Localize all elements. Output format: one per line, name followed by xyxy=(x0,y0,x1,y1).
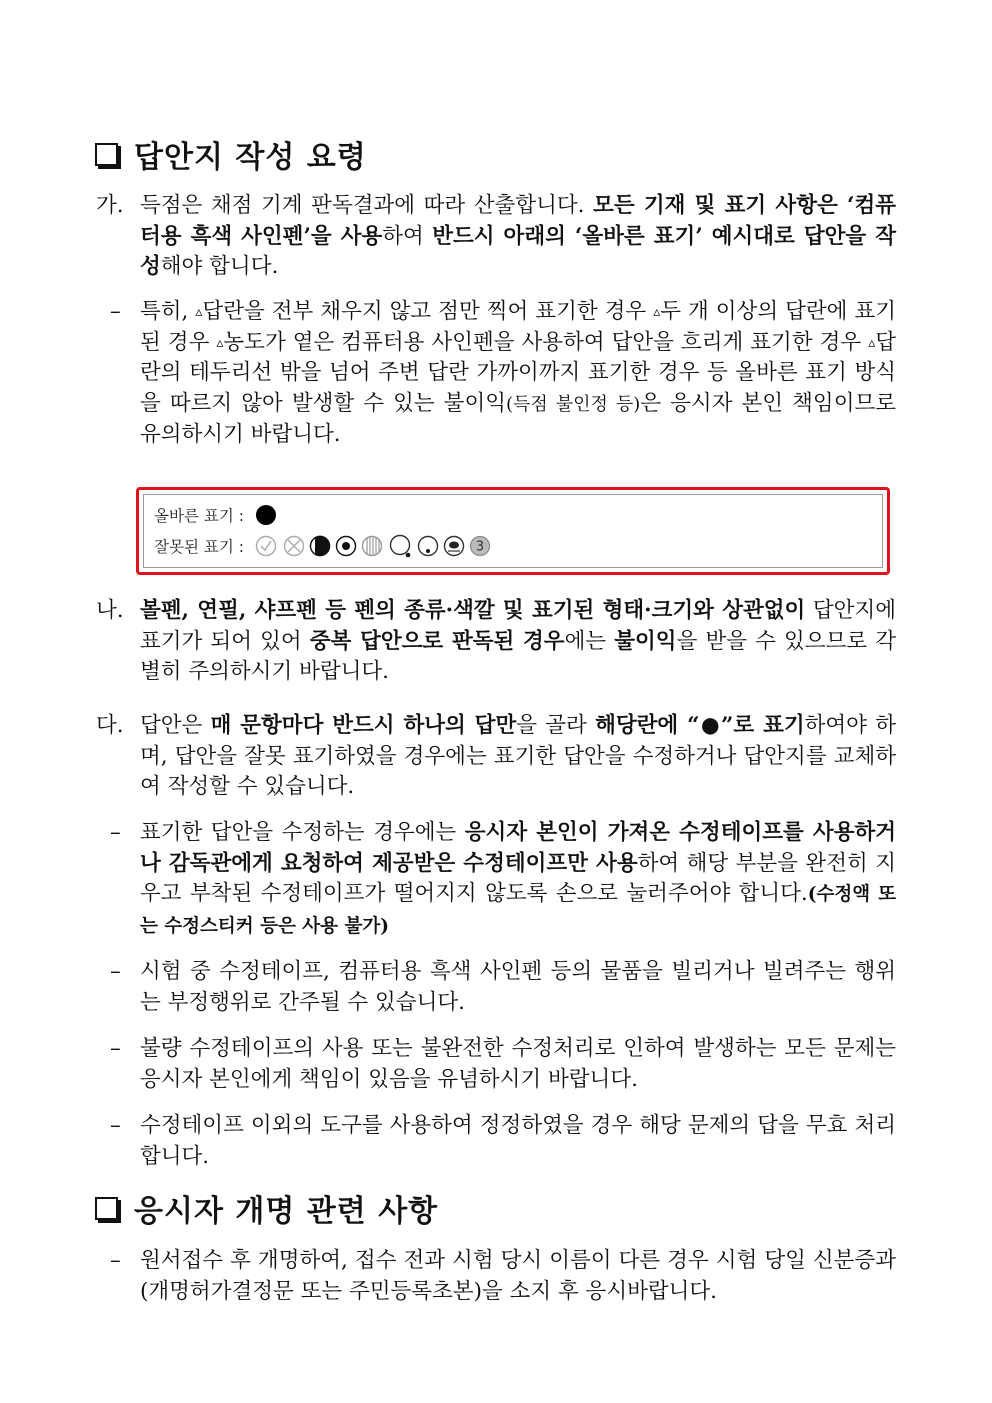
triangle-bullet-icon: ▵ xyxy=(195,304,203,320)
item-marker: 다. xyxy=(96,713,124,738)
text-span: 특히, xyxy=(140,299,196,324)
text-span: 에는 xyxy=(564,628,615,654)
text-span: 농도가 옅은 컴퓨터용 사인펜을 사용하여 답안을 흐리게 표기한 경우 xyxy=(223,329,869,355)
checkmark-circle-icon xyxy=(256,537,275,556)
dash-marker: – xyxy=(110,959,121,984)
checkbox-icon xyxy=(95,1197,118,1220)
item-da-dash-3 xyxy=(110,1034,896,1095)
striped-circle-icon xyxy=(362,537,381,556)
triangle-bullet-icon: ▵ xyxy=(653,304,661,320)
filled-circle-icon xyxy=(254,503,278,527)
heading-text: 응시자 개명 관련 사항 xyxy=(134,1194,439,1229)
smudged-circle-icon xyxy=(444,537,463,556)
text-span: 수정테이프 이외의 도구를 사용하여 정정하였을 경우 해당 문제의 답을 무효 처리합니다. xyxy=(140,1113,896,1169)
correct-marking-row xyxy=(154,503,278,527)
wrong-marking-label: 잘못된 표기 : xyxy=(154,538,244,556)
item-marker: 가. xyxy=(96,193,124,218)
small-text-span: (득점 불인정 등) xyxy=(506,393,641,415)
triangle-bullet-icon: ▵ xyxy=(868,334,876,351)
dash-marker: – xyxy=(110,1036,121,1061)
dot-outside-circle-icon xyxy=(390,536,410,558)
text-span: 득점은 채점 기계 판독결과에 따라 산출합니다. xyxy=(140,193,594,218)
text-span: 하여 xyxy=(382,223,433,249)
section-heading-answer-sheet xyxy=(95,132,367,176)
bold-span: 불이익 xyxy=(614,628,677,654)
small-bold-span: (수정액 또는 수정스티커 등은 사용 불가) xyxy=(140,884,896,937)
text-span: 하여야 하며, 답안을 잘못 표기하였을 경우에는 표기한 답안을 수정하거나 답안지를 교체하여 작성할 수 있습니다. xyxy=(140,713,896,799)
numbered-circle-icon xyxy=(470,537,489,556)
dash-marker: – xyxy=(110,1113,121,1138)
dash-marker: – xyxy=(110,1248,121,1273)
dash-marker: – xyxy=(110,820,121,845)
text-span: 답란을 전부 채우지 않고 점만 찍어 표기한 경우 xyxy=(202,299,654,324)
correct-marking-label: 올바른 표기 : xyxy=(154,507,244,525)
item-ga xyxy=(96,191,897,283)
text-span: 답안지에 표기가 되어 있어 xyxy=(140,598,896,654)
text-span: 하여 해당 부분을 완전히 지우고 부착된 수정테이프가 떨어지지 않도록 손으로 눌러주어야 합니다. xyxy=(140,850,896,906)
wrong-marking-icons xyxy=(254,534,514,558)
text-span: 답안은 xyxy=(140,713,211,738)
text-span: 원서접수 후 개명하여, 접수 전과 시험 당시 이름이 다른 경우 시험 당일 신분증과 (개명허가결정문 또는 주민등록초본)을 소지 후 응시바랍니다. xyxy=(140,1248,896,1304)
text-span: 시험 중 수정테이프, 컴퓨터용 흑색 사인펜 등의 물품을 빌리거나 빌려주는 행위는 부정행위로 간주될 수 있습니다. xyxy=(140,959,896,1015)
numbered-circle-digit: 3 xyxy=(475,539,485,555)
marking-example-box xyxy=(136,487,890,575)
item-da-dash-2 xyxy=(110,957,896,1018)
bold-span: 볼펜, 연필, 샤프펜 등 펜의 종류·색깔 및 표기된 형태·크기와 상관없이 xyxy=(140,598,806,623)
text-span: 답란의 테두리선 밖을 넘어 주변 답란 가까이까지 표기한 경우 등 올바른 표기 방식을 따르지 않아 발생할 수 있는 불이익 xyxy=(140,329,897,416)
bold-span: 중복 답안으로 판독된 경우 xyxy=(309,628,565,654)
heading-text: 답안지 작성 요령 xyxy=(134,140,367,175)
item-ga-dash xyxy=(110,297,897,451)
bold-span: 응시자 본인이 가져온 수정테이프를 사용하거나 감독관에게 요청하여 제공받은 수정테이프만 사용 xyxy=(140,820,896,876)
x-circle-icon xyxy=(284,537,303,556)
section-heading-name-change xyxy=(95,1186,438,1230)
item-na xyxy=(96,596,897,688)
checkbox-icon xyxy=(95,143,118,166)
text-span: 을 받을 수 있으므로 각별히 주의하시기 바랍니다. xyxy=(140,628,897,684)
text-span: 을 골라 xyxy=(516,713,596,738)
half-filled-circle-icon xyxy=(310,536,330,556)
dash-marker: – xyxy=(110,299,121,324)
bold-span: 모든 기재 및 표기 사항은 ‘컴퓨터용 흑색 사인펜’을 사용 xyxy=(140,193,897,249)
wrong-marking-row xyxy=(154,534,514,558)
small-dot-circle-icon xyxy=(418,537,437,556)
item-da xyxy=(96,711,896,803)
item-da-dash-1 xyxy=(110,818,896,942)
bold-span: 매 문항마다 반드시 하나의 답만 xyxy=(210,713,517,738)
text-span: 해야 합니다. xyxy=(160,254,279,279)
dot-circle-icon xyxy=(336,537,355,556)
bold-span: 해당란에 “●”로 표기 xyxy=(595,713,805,738)
bold-span: 반드시 아래의 ‘올바른 표기’ 예시대로 답안을 작성 xyxy=(140,223,896,279)
item-da-dash-4 xyxy=(110,1111,896,1172)
text-span: 두 개 이상의 답란에 표기된 경우 xyxy=(140,299,896,355)
text-span: 은 응시자 본인 책임이므로 유의하시기 바랍니다. xyxy=(140,390,896,447)
triangle-bullet-icon: ▵ xyxy=(216,334,224,351)
text-span: 표기한 답안을 수정하는 경우에는 xyxy=(140,820,465,845)
text-span: 불량 수정테이프의 사용 또는 불완전한 수정처리로 인하여 발생하는 모든 문제는 응시자 본인에게 책임이 있음을 유념하시기 바랍니다. xyxy=(140,1036,896,1092)
item-marker: 나. xyxy=(96,598,124,623)
item-name-change-dash xyxy=(110,1246,896,1307)
